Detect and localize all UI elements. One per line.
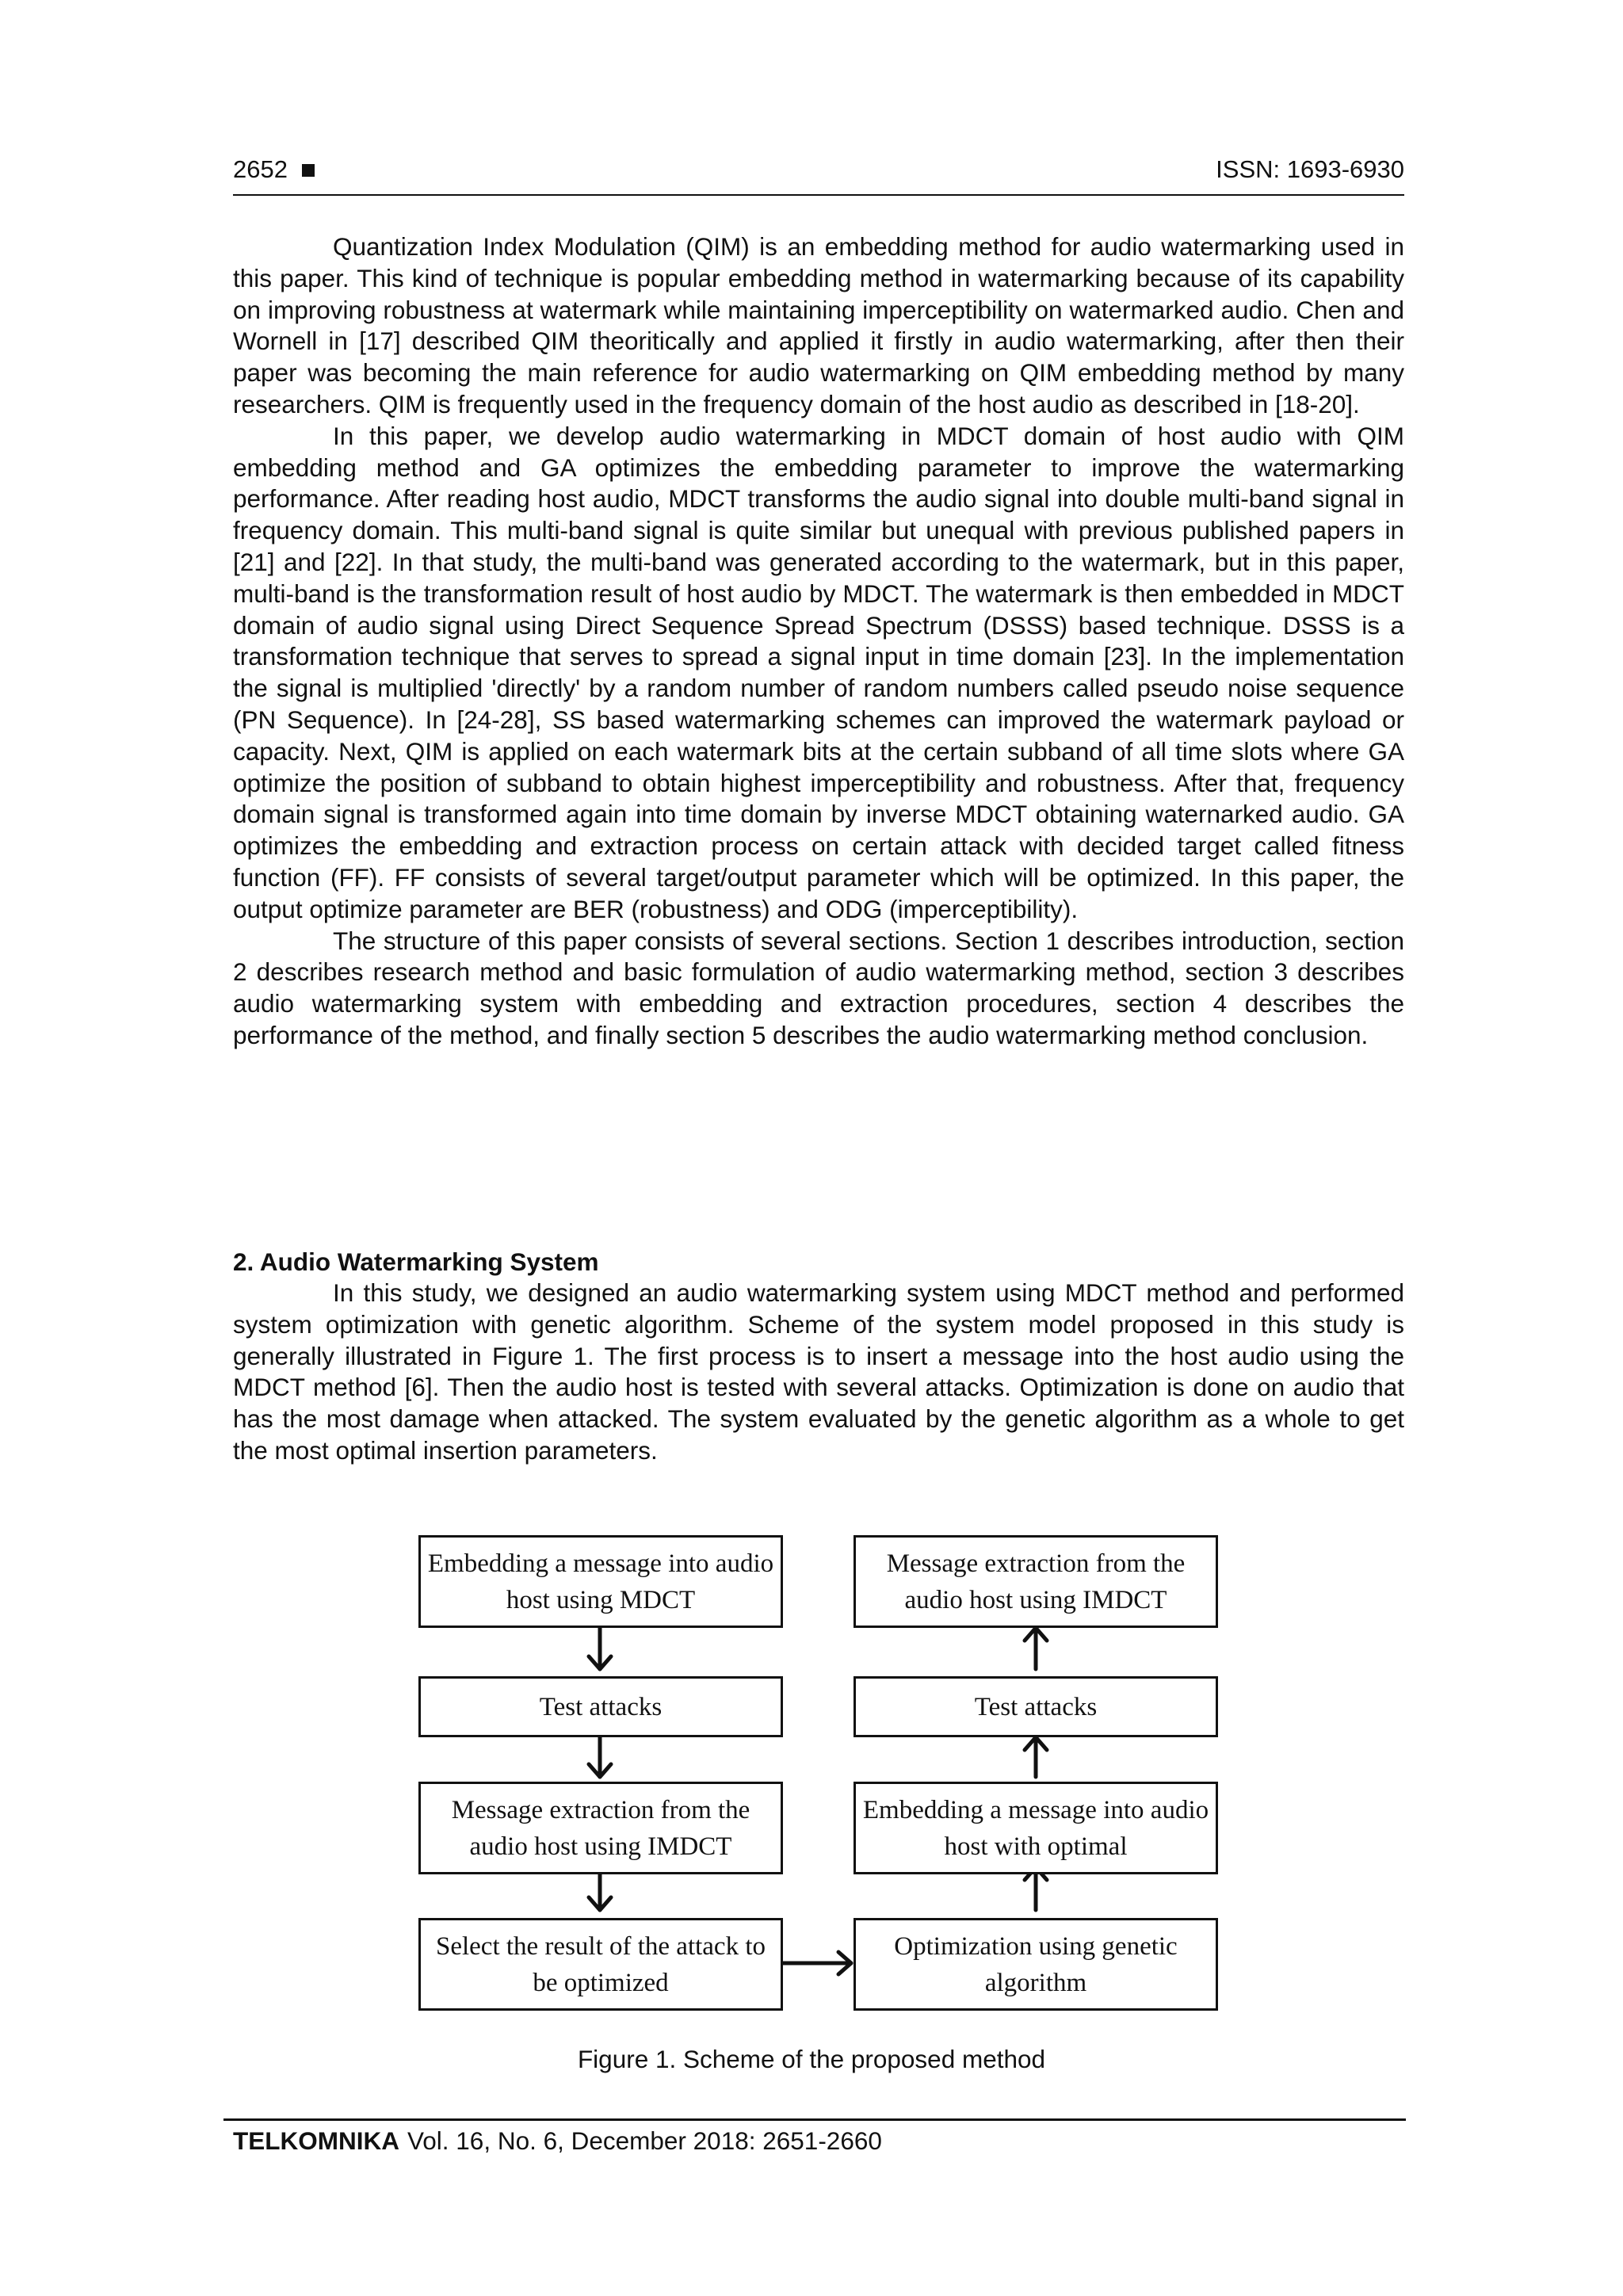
flow-box-extract-imdct-left: Message extraction from the audio host using IMDCT [418, 1782, 783, 1874]
page-number: 2652 [233, 155, 288, 183]
paragraph-method: In this paper, we develop audio watermarking in MDCT domain of host audio with QIM embedding method and GA optimizes the embedding parameter to improve the watermarking performance. After reading host audio, MDCT transforms the audio signal into double multi-band signal in frequency domain. This multi-band signal is quite similar but unequal with previous published papers in [21] and [22]. In that study, the multi-band was generated according to the watermark, but in this paper, multi-band is the transformation result of host audio by MDCT. The watermark is then embedded in MDCT domain of audio signal using Direct Sequence Spread Spectrum (DSSS) based technique. DSSS is a transformation technique that serves to spread a signal input in time domain [23]. In the implementation the signal is multiplied 'directly' by a random number of random numbers called pseudo noise sequence (PN Sequence). In [24-28], SS based watermarking schemes can improved the watermark payload or capacity. Next, QIM is applied on each watermark bits at the certain subband of all time slots where GA optimize the position of subband to obtain highest imperceptibility and robustness. After that, frequency domain signal is transformed again into time domain by inverse MDCT obtaining waternarked audio. GA optimizes the embedding and extraction process on certain attack with decided target called fitness function (FF). FF consists of several target/output parameter which will be optimized. In this paper, the output optimize parameter are BER (robustness) and ODG (imperceptibility). [233, 421, 1404, 923]
flow-box-test-attacks-left: Test attacks [418, 1676, 783, 1737]
flow-box-embed-optimal: Embedding a message into audio host with optimal [854, 1782, 1218, 1874]
section-text [233, 1278, 1404, 1467]
intro-text [233, 231, 1404, 1052]
page-number-group [233, 155, 315, 184]
journal-citation: Vol. 16, No. 6, December 2018: 2651-2660 [407, 2126, 882, 2155]
paragraph-structure: The structure of this paper consists of several sections. Section 1 describes introduction, section 2 describes research method and basic formulation of audio watermarking method, section 3 describes audio watermarking system with embedding and extraction procedures, section 4 describes the performance of the method, and finally section 5 describes the audio watermarking method conclusion. [233, 926, 1404, 1049]
flow-box-embed-mdct: Embedding a message into audio host using MDCT [418, 1535, 783, 1628]
flow-box-extract-imdct-right: Message extraction from the audio host using IMDCT [854, 1535, 1218, 1628]
journal-name: TELKOMNIKA [233, 2126, 399, 2155]
figure-caption: Figure 1. Scheme of the proposed method [577, 2045, 1046, 2073]
square-bullet-icon [302, 164, 315, 177]
header-divider [233, 194, 1404, 196]
page-header [233, 155, 1404, 195]
paragraph-system: In this study, we designed an audio watermarking system using MDCT method and performed system optimization with genetic algorithm. Scheme of the system model proposed in this study is generally illustrated in Figure 1. The first process is to insert a message into the host audio using the MDCT method [6]. Then the audio host is tested with several attacks. Optimization is done on audio that has the most damage when attacked. The system evaluated by the genetic algorithm as a whole to get the most optimal insertion parameters. [233, 1278, 1404, 1465]
paragraph-qim: Quantization Index Modulation (QIM) is an embedding method for audio watermarking used in this paper. This kind of technique is popular embedding method in watermarking because of its capability on improving robustness at watermark while maintaining imperceptibility on watermarked audio. Chen and Wornell in [17] described QIM theoritically and applied it firstly in audio watermarking, after then their paper was becoming the main reference for audio watermarking on QIM embedding method by many researchers. QIM is frequently used in the frequency domain of the host audio as described in [18-20]. [233, 232, 1404, 418]
issn: ISSN: 1693-6930 [1216, 155, 1404, 183]
page-footer [233, 2126, 882, 2156]
flow-box-test-attacks-right: Test attacks [854, 1676, 1218, 1737]
section-heading: 2. Audio Watermarking System [233, 1247, 599, 1276]
footer-divider [223, 2118, 1406, 2121]
flow-box-select-attack: Select the result of the attack to be optimized [418, 1918, 783, 2011]
flow-box-genetic-algorithm: Optimization using genetic algorithm [854, 1918, 1218, 2011]
